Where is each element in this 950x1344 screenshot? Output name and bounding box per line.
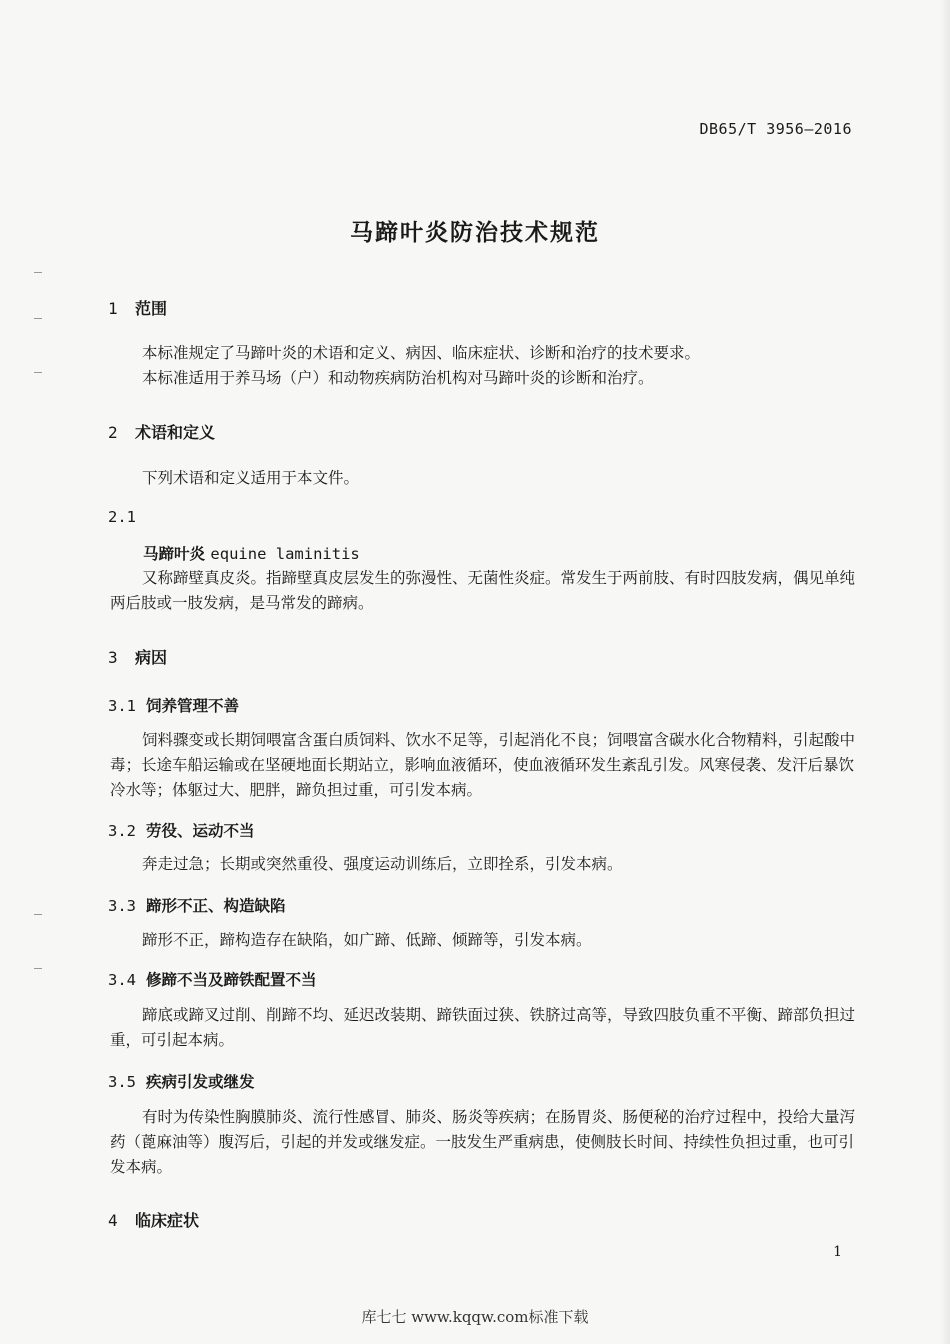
section-number: 3.1 bbox=[108, 697, 136, 715]
subsection-3-1-heading bbox=[108, 694, 239, 716]
section-2-heading bbox=[108, 420, 215, 443]
paragraph: 又称蹄壁真皮炎。指蹄壁真皮层发生的弥漫性、无菌性炎症。常发生于两前肢、有时四肢发病，偶见单纯两后肢或一肢发病，是马常发的蹄病。 bbox=[110, 569, 856, 612]
page-number: 1 bbox=[833, 1244, 842, 1260]
paragraph: 本标准规定了马蹄叶炎的术语和定义、病因、临床症状、诊断和治疗的技术要求。 bbox=[142, 344, 701, 362]
section-title: 劳役、运动不当 bbox=[146, 822, 255, 840]
term-entry bbox=[143, 542, 360, 564]
section-number: 3.3 bbox=[108, 897, 136, 915]
subsection-3-2-heading bbox=[108, 819, 255, 841]
footer-watermark: 库七七 www.kqqw.com标准下载 bbox=[361, 1308, 589, 1326]
subsection-3-3-heading bbox=[108, 894, 286, 916]
section-number: 4 bbox=[108, 1211, 118, 1230]
paragraph: 蹄底或蹄叉过削、削蹄不均、延迟改装期、蹄铁面过狭、铁脐过高等，导致四肢负重不平衡、蹄部负担过重，可引起本病。 bbox=[110, 1006, 856, 1049]
scan-mark bbox=[34, 968, 42, 969]
section-title: 疾病引发或继发 bbox=[146, 1073, 255, 1091]
section-title: 病因 bbox=[135, 648, 168, 667]
section-3-heading bbox=[108, 645, 167, 668]
document-title: 马蹄叶炎防治技术规范 bbox=[350, 220, 600, 246]
paragraph: 本标准适用于养马场（户）和动物疾病防治机构对马蹄叶炎的诊断和治疗。 bbox=[142, 369, 654, 387]
subsection-2-1-heading bbox=[108, 508, 136, 526]
scan-mark bbox=[34, 914, 42, 915]
paragraph: 蹄形不正，蹄构造存在缺陷，如广蹄、低蹄、倾蹄等，引发本病。 bbox=[142, 931, 592, 949]
scan-mark bbox=[34, 372, 42, 373]
section-1-body bbox=[110, 341, 855, 391]
subsection-3-3-body bbox=[110, 928, 855, 953]
paragraph: 下列术语和定义适用于本文件。 bbox=[142, 469, 360, 487]
section-title: 范围 bbox=[135, 299, 168, 318]
section-2-body bbox=[110, 466, 855, 491]
standard-code: DB65/T 3956—2016 bbox=[699, 120, 852, 138]
subsection-3-2-body bbox=[110, 852, 855, 877]
section-number: 3.5 bbox=[108, 1073, 136, 1091]
subsection-3-4-heading bbox=[108, 968, 317, 990]
scan-mark bbox=[34, 272, 42, 273]
subsection-3-1-body bbox=[110, 728, 855, 803]
section-title: 蹄形不正、构造缺陷 bbox=[146, 897, 286, 915]
subsection-3-4-body bbox=[110, 1003, 855, 1053]
paragraph: 奔走过急；长期或突然重役、强度运动训练后，立即拴系，引发本病。 bbox=[142, 855, 623, 873]
term-chinese: 马蹄叶炎 bbox=[143, 545, 206, 563]
section-4-heading bbox=[108, 1208, 199, 1231]
term-english: equine laminitis bbox=[210, 545, 360, 563]
paragraph: 饲料骤变或长期饲喂富含蛋白质饲料、饮水不足等，引起消化不良；饲喂富含碳水化合物精料，引起酸中毒；长途车船运输或在坚硬地面长期站立，影响血液循环，使血液循环发生紊乱引发。风寒侵袭、发汗后暴饮冷水等；体躯过大、肥胖，蹄负担过重，可引发本病。 bbox=[110, 731, 856, 799]
section-title: 修蹄不当及蹄铁配置不当 bbox=[146, 971, 317, 989]
section-title: 临床症状 bbox=[135, 1211, 200, 1230]
section-title: 术语和定义 bbox=[135, 423, 216, 442]
section-number: 1 bbox=[108, 299, 118, 318]
section-number: 2.1 bbox=[108, 508, 136, 526]
scan-edge-shadow bbox=[940, 0, 950, 1344]
section-number: 3.4 bbox=[108, 971, 136, 989]
section-title: 饲养管理不善 bbox=[146, 697, 240, 715]
subsection-3-5-body bbox=[110, 1105, 855, 1180]
paragraph: 有时为传染性胸膜肺炎、流行性感冒、肺炎、肠炎等疾病；在肠胃炎、肠便秘的治疗过程中，投给大量泻药（蓖麻油等）腹泻后，引起的并发或继发症。一肢发生严重病患，使侧肢长时间、持续性负担过重，也可引发本病。 bbox=[110, 1108, 856, 1176]
section-number: 3 bbox=[108, 648, 118, 667]
term-definition bbox=[110, 566, 855, 616]
section-number: 2 bbox=[108, 423, 118, 442]
section-number: 3.2 bbox=[108, 822, 136, 840]
subsection-3-5-heading bbox=[108, 1070, 255, 1092]
scan-mark bbox=[34, 318, 42, 319]
section-1-heading bbox=[108, 296, 167, 319]
